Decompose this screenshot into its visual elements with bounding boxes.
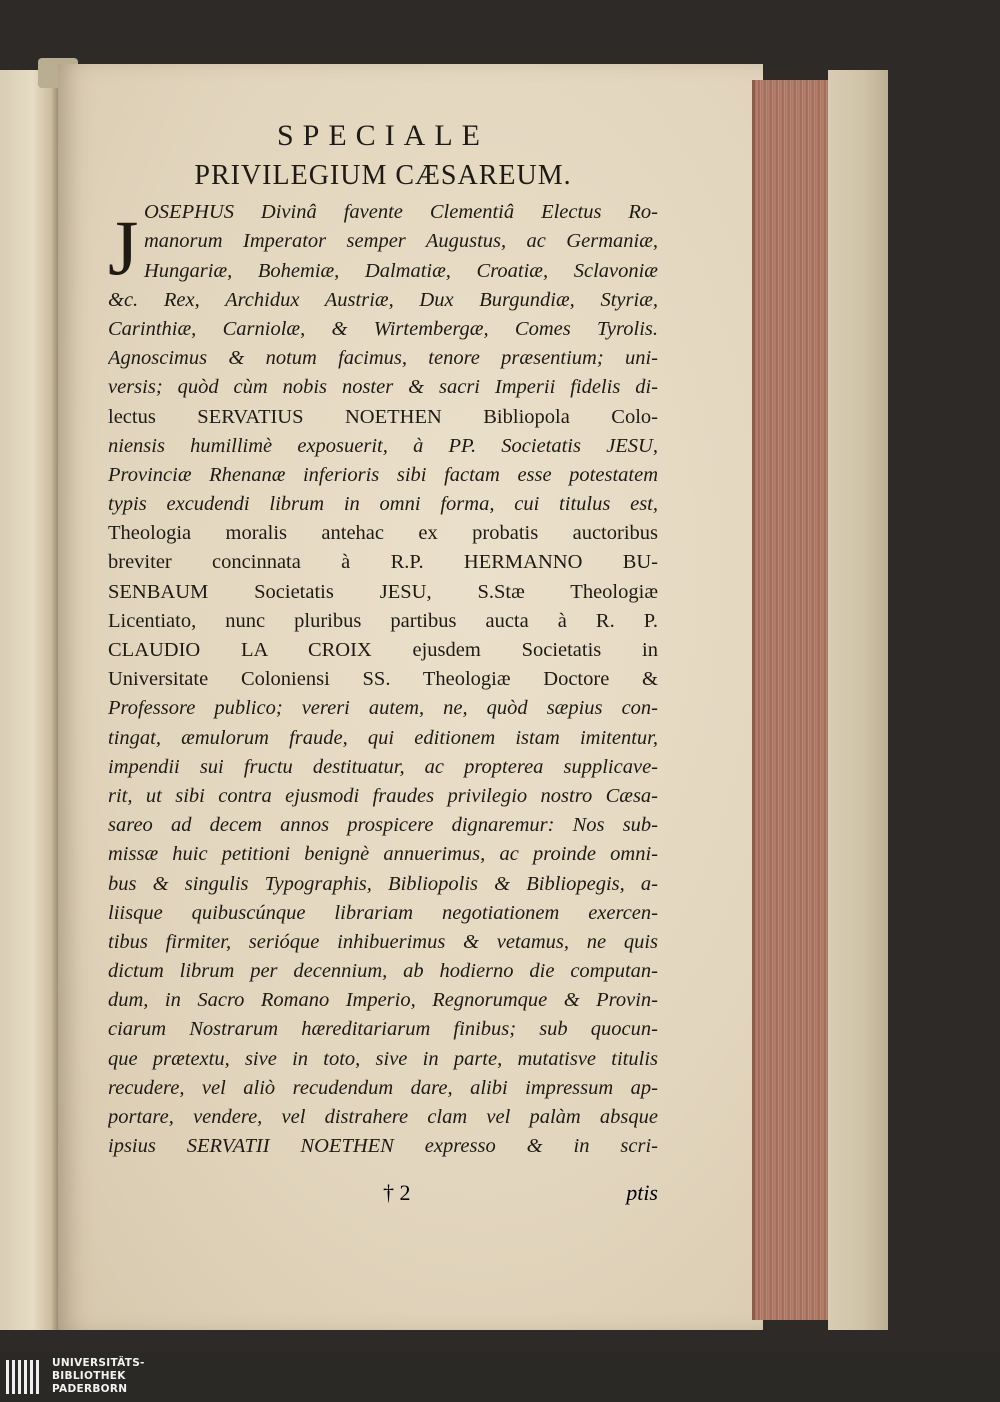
text-line: versis; quòd cùm nobis noster & sacri Imperii fidelis di- xyxy=(108,376,658,399)
text-line: portare, vendere, vel distrahere clam vel palàm absque xyxy=(108,1106,658,1128)
text-line: que prætextu, sive in toto, sive in parte, mutatisve titulis xyxy=(108,1047,658,1070)
text-line: SENBAUM Societatis JESU, S.Stæ Theologiæ xyxy=(108,580,658,603)
text-line: liisque quibuscúnque librariam negotiationem exercen- xyxy=(108,901,658,924)
library-logo-icon xyxy=(6,1360,44,1394)
logo-line-1: UNIVERSITÄTS- xyxy=(52,1357,145,1369)
page-footer xyxy=(108,1180,658,1208)
library-logo-text xyxy=(52,1357,145,1396)
text-line: Carinthiæ, Carniolæ, & Wirtembergæ, Comes Tyrolis. xyxy=(108,317,658,340)
text-line: bus & singulis Typographis, Bibliopolis & Bibliopegis, a- xyxy=(108,872,658,895)
text-line: Provinciæ Rhenanæ inferioris sibi factam esse potestatem xyxy=(108,463,658,486)
text-line: tingat, æmulorum fraude, qui editionem istam imitentur, xyxy=(108,726,658,749)
text-line: Professore publico; vereri autem, ne, quòd sæpius con- xyxy=(108,697,658,720)
page-title: SPECIALE xyxy=(276,119,489,152)
catchword: ptis xyxy=(626,1180,658,1205)
text-line: missæ huic petitioni benignè annuerimus, ac proinde omni- xyxy=(108,843,658,866)
text-line: typis excudendi librum in omni forma, cui titulus est, xyxy=(108,493,658,516)
text-line: CLAUDIO LA CROIX ejusdem Societatis in xyxy=(108,639,658,661)
text-line: &c. Rex, Archidux Austriæ, Dux Burgundiæ, Styriæ, xyxy=(108,288,658,311)
text-line: manorum Imperator semper Augustus, ac Germaniæ, xyxy=(144,230,658,253)
text-line: Universitate Coloniensi SS. Theologiæ Doctore & xyxy=(108,668,658,691)
library-logo-bar xyxy=(0,1352,1000,1402)
text-line: dictum librum per decennium, ab hodierno die computan- xyxy=(108,960,658,983)
page-text-block xyxy=(108,118,658,1161)
text-line: ciarum Nostrarum hæreditariarum finibus; sub quocun- xyxy=(108,1018,658,1041)
text-line: niensis humillimè exposuerit, à PP. Societatis JESU, xyxy=(108,434,658,457)
logo-line-3: PADERBORN xyxy=(52,1383,128,1395)
page-subtitle: PRIVILEGIUM CÆSAREUM. xyxy=(194,160,572,191)
text-line: OSEPHUS Divinâ favente Clementiâ Electus Ro- xyxy=(144,201,658,224)
text-line: impendii sui fructu destituatur, ac propterea supplicave- xyxy=(108,755,658,778)
text-line: breviter concinnata à R.P. HERMANNO BU- xyxy=(108,551,658,574)
signature-mark: † 2 xyxy=(383,1180,411,1205)
text-line: Hungariæ, Bohemiæ, Dalmatiæ, Croatiæ, Sclavoniæ xyxy=(144,259,658,282)
book-cover-edge xyxy=(828,70,888,1330)
text-line: rit, ut sibi contra ejusmodi fraudes privilegio nostro Cæsa- xyxy=(108,784,658,807)
body-text xyxy=(108,198,658,1161)
text-line: Licentiato, nunc pluribus partibus aucta à R. P. xyxy=(108,609,658,632)
text-line: sareo ad decem annos prospicere dignaremur: Nos sub- xyxy=(108,814,658,837)
text-line: recudere, vel aliò recudendum dare, alibi impressum ap- xyxy=(108,1076,658,1099)
left-page-edge xyxy=(0,70,60,1330)
text-line: Theologia moralis antehac ex probatis auctoribus xyxy=(108,522,658,545)
drop-cap: J xyxy=(108,204,139,291)
logo-line-2: BIBLIOTHEK xyxy=(52,1370,126,1382)
page-fore-edge xyxy=(752,80,835,1320)
text-line: ipsius SERVATII NOETHEN expresso & in scri- xyxy=(108,1135,658,1158)
text-line: dum, in Sacro Romano Imperio, Regnorumque & Provin- xyxy=(108,989,658,1012)
text-line: lectus SERVATIUS NOETHEN Bibliopola Colo- xyxy=(108,405,658,428)
text-line: Agnoscimus & notum facimus, tenore præsentium; uni- xyxy=(108,347,658,370)
text-line: tibus firmiter, serióque inhibuerimus & vetamus, ne quis xyxy=(108,930,658,953)
